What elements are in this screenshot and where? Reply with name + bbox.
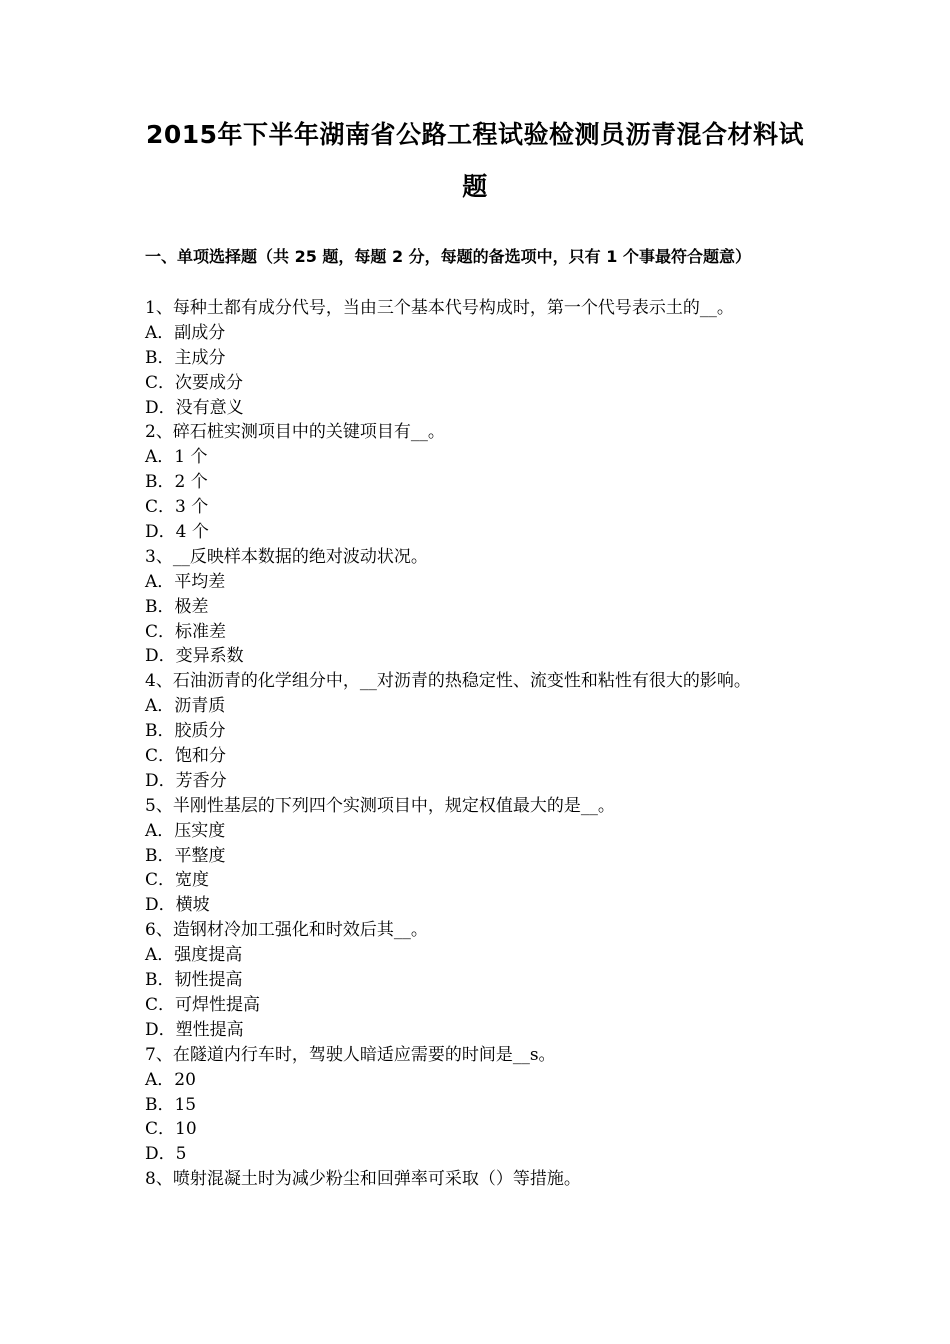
answer-option: A．20	[145, 1069, 196, 1090]
answer-option: C．标准差	[145, 621, 227, 642]
question-stem: 7、在隧道内行车时，驾驶人暗适应需要的时间是__s。	[145, 1044, 556, 1065]
answer-option: A．副成分	[145, 322, 226, 343]
question-stem: 8、喷射混凝土时为减少粉尘和回弹率可采取（）等措施。	[145, 1169, 581, 1190]
answer-option: C．10	[145, 1119, 197, 1140]
answer-option: B．韧性提高	[145, 970, 243, 991]
document-title-line-1: 2015年下半年湖南省公路工程试验检测员沥青混合材料试	[145, 120, 805, 149]
answer-option: A．压实度	[145, 820, 226, 841]
answer-option: C．宽度	[145, 870, 210, 891]
answer-option: A．强度提高	[145, 945, 243, 966]
answer-option: B．极差	[145, 596, 209, 617]
answer-option: A．沥青质	[145, 696, 226, 717]
section-heading: 一、单项选择题（共 25 题，每题 2 分，每题的备选项中，只有 1 个事最符合题意）	[145, 247, 751, 266]
answer-option: A．1 个	[145, 447, 208, 468]
answer-option: D．4 个	[145, 522, 209, 543]
answer-option: D．横坡	[145, 895, 210, 916]
answer-option: C．3 个	[145, 497, 209, 518]
answer-option: D．变异系数	[145, 646, 244, 667]
question-stem: 1、每种土都有成分代号，当由三个基本代号构成时，第一个代号表示土的__。	[145, 298, 734, 318]
answer-option: D．5	[145, 1144, 187, 1165]
answer-option: B．2 个	[145, 472, 208, 493]
answer-option: C．次要成分	[145, 372, 244, 393]
answer-option: A．平均差	[145, 571, 226, 592]
answer-option: B．胶质分	[145, 721, 226, 742]
question-stem: 3、__反映样本数据的绝对波动状况。	[145, 546, 428, 567]
answer-option: C．可焊性提高	[145, 994, 261, 1015]
question-list	[145, 296, 825, 1192]
answer-option: D．塑性提高	[145, 1019, 244, 1040]
answer-option: D．芳香分	[145, 770, 227, 791]
answer-option: B．15	[145, 1094, 197, 1115]
question-stem: 6、造钢材冷加工强化和时效后其__。	[145, 920, 428, 941]
document-title-line-2: 题	[462, 172, 488, 201]
answer-option: B．平整度	[145, 845, 226, 866]
question-stem: 4、石油沥青的化学组分中，__对沥青的热稳定性、流变性和粘性有很大的影响。	[145, 671, 751, 692]
answer-option: D．没有意义	[145, 397, 244, 418]
answer-option: C．饱和分	[145, 746, 227, 767]
question-stem: 2、碎石桩实测项目中的关键项目有__。	[145, 422, 445, 443]
answer-option: B．主成分	[145, 347, 226, 368]
question-stem: 5、半刚性基层的下列四个实测项目中，规定权值最大的是__。	[145, 795, 615, 816]
